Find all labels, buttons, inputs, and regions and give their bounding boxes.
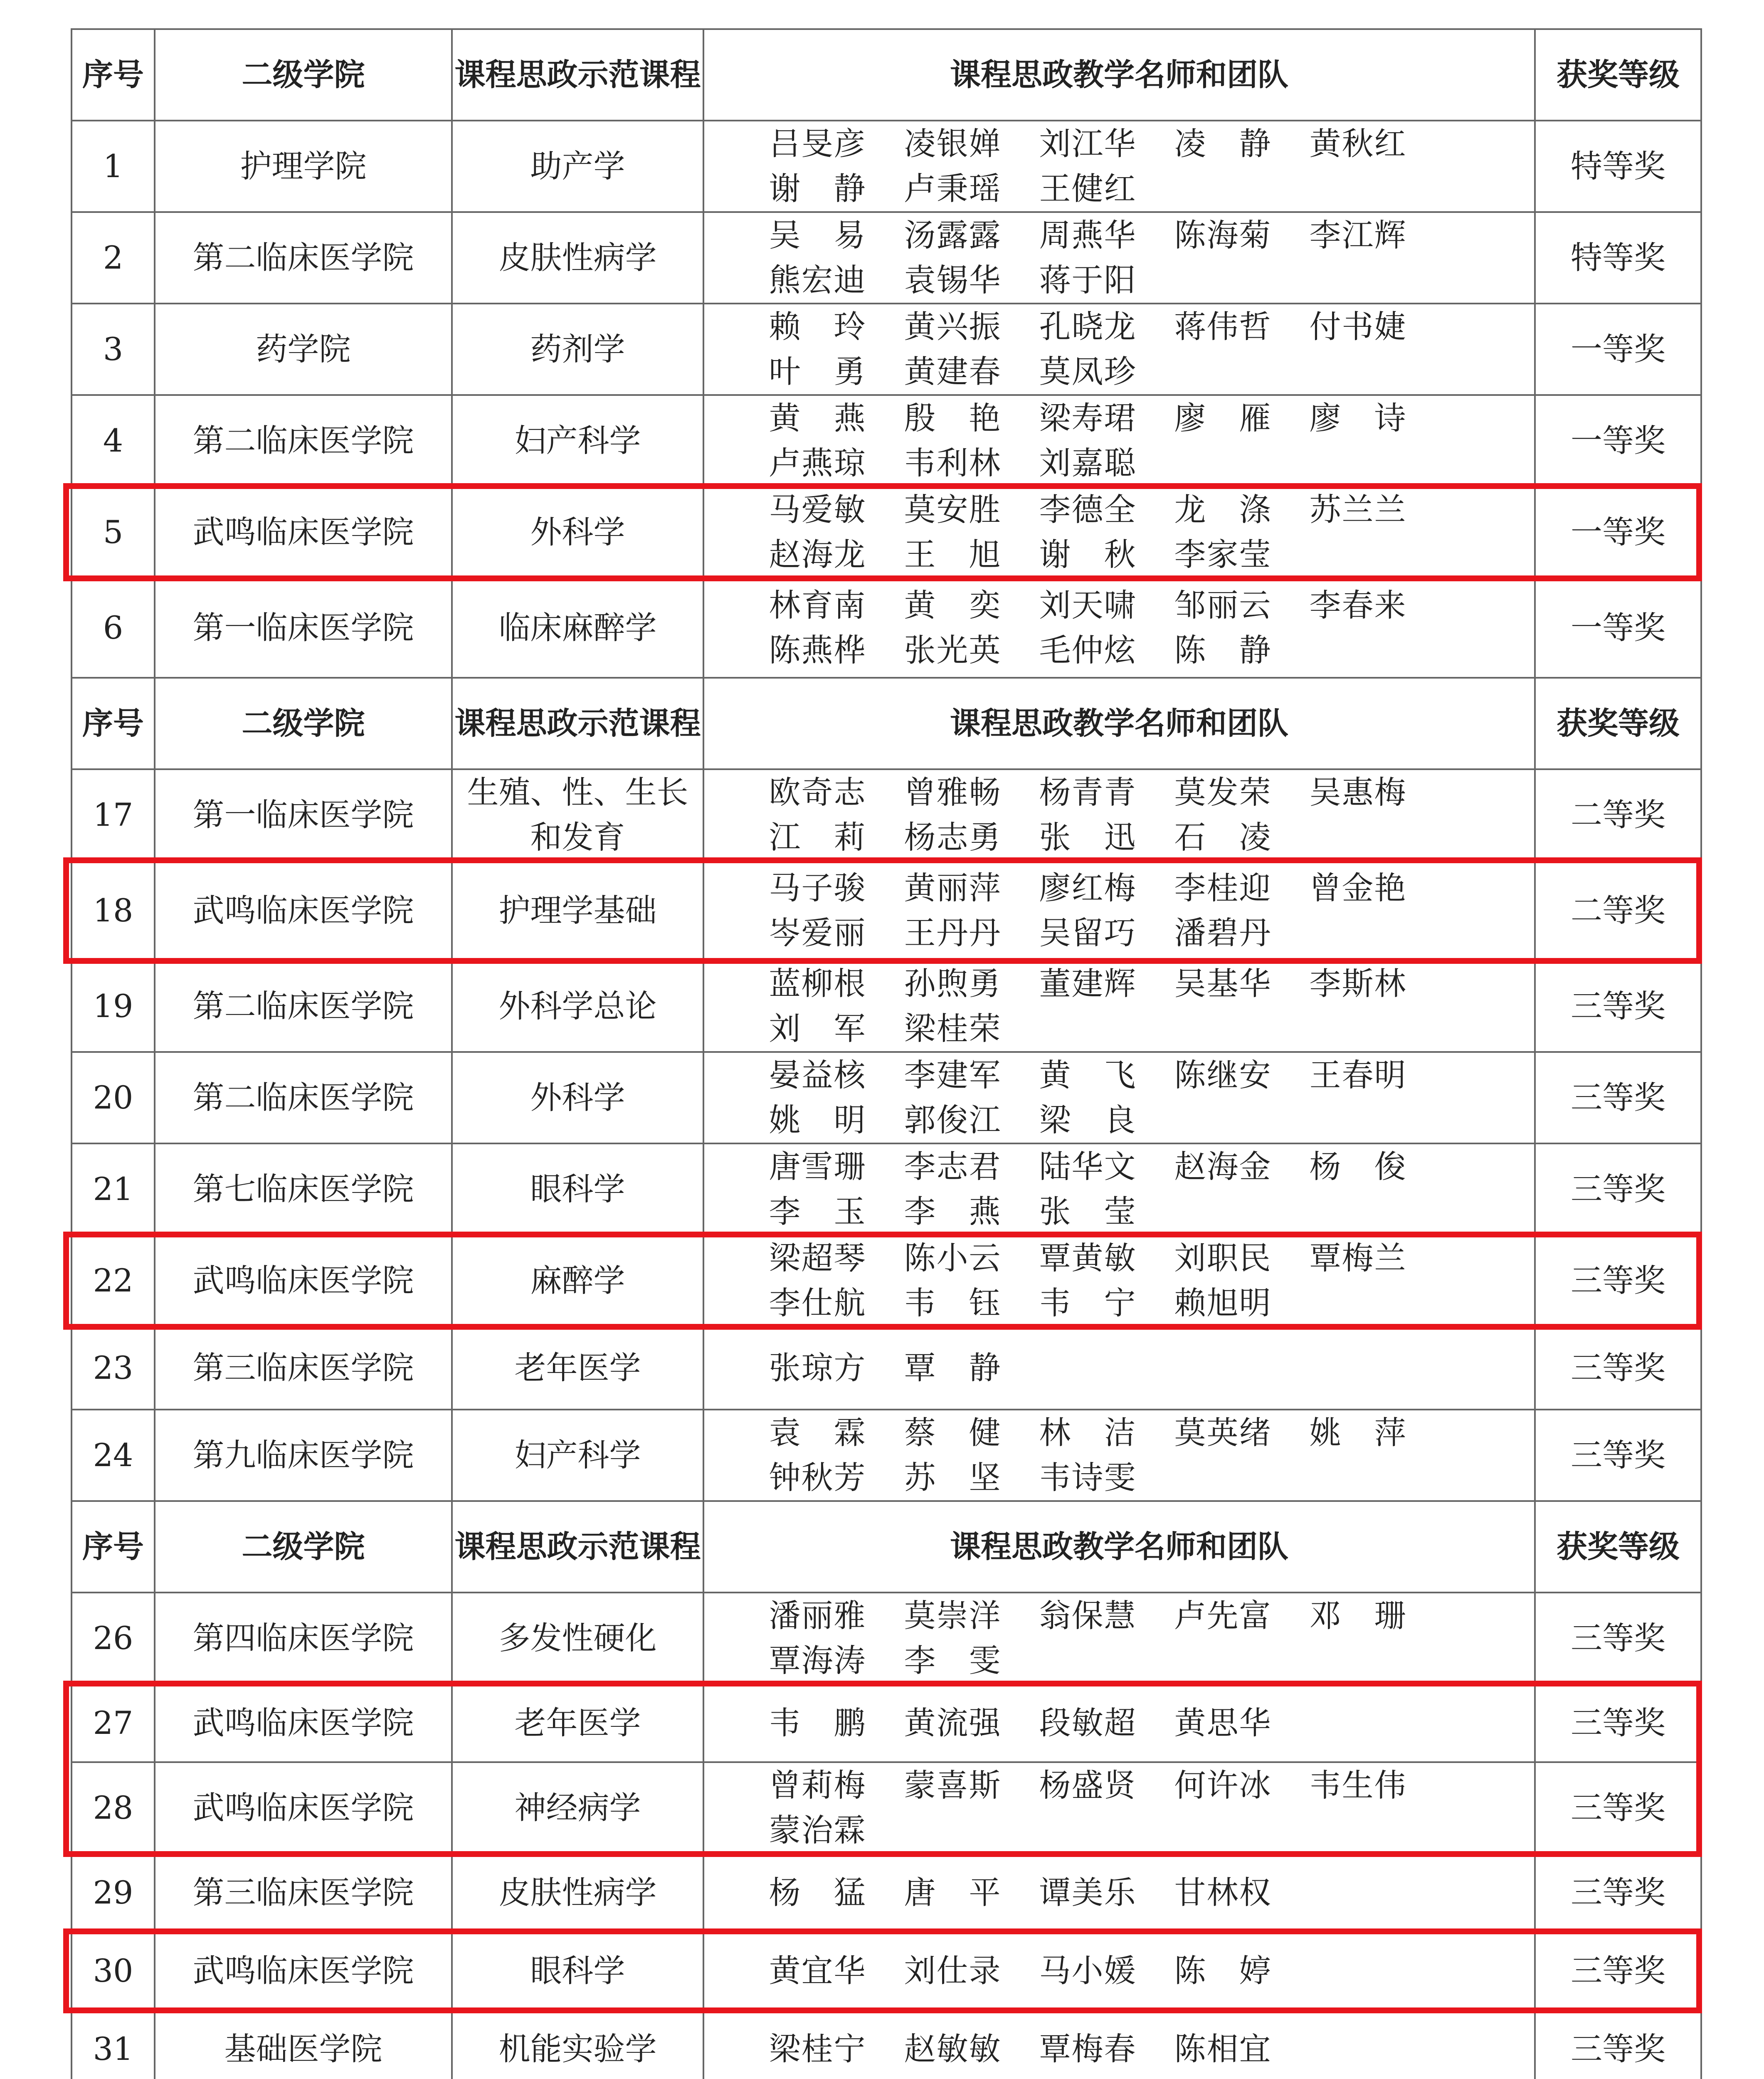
header-seq: 序号: [72, 678, 155, 769]
table-row: [72, 1684, 1701, 1762]
row-college: 第二临床医学院: [155, 960, 452, 1052]
team-member-name: 谢 静: [769, 170, 866, 207]
team-member-name: 殷 艳: [904, 400, 1002, 437]
team-member-name: 李仕航: [769, 1284, 866, 1321]
team-member-name: 刘仕录: [904, 1952, 1002, 1989]
row-award-level: 三等奖: [1535, 1854, 1701, 1932]
header-course: 课程思政示范课程: [452, 1501, 703, 1593]
team-member-name: 翁保慧: [1039, 1597, 1137, 1634]
row-seq: 28: [72, 1762, 155, 1854]
team-member-name: 黄 飞: [1039, 1057, 1137, 1094]
row-course: 神经病学: [452, 1762, 703, 1854]
team-member-name: 黄兴振: [904, 308, 1002, 345]
team-member-name: 苏兰兰: [1309, 491, 1407, 528]
team-member-name: 卢先富: [1174, 1597, 1272, 1634]
row-seq: 19: [72, 960, 155, 1052]
header-course: 课程思政示范课程: [452, 29, 703, 121]
row-award-level: 二等奖: [1535, 861, 1701, 960]
team-member-name: 陈海菊: [1174, 217, 1272, 254]
row-seq: 24: [72, 1410, 155, 1501]
team-member-name: 叶 勇: [769, 353, 866, 390]
team-member-name: 覃黄敏: [1039, 1239, 1137, 1277]
team-member-name: 梁 良: [1039, 1101, 1137, 1138]
team-member-name: 林育南: [769, 587, 866, 624]
team-member-name: 黄思华: [1174, 1704, 1272, 1741]
team-member-list: [704, 1763, 1534, 1853]
team-member-list: [704, 1701, 1534, 1746]
team-member-name: 曾雅畅: [904, 774, 1002, 811]
row-team: [703, 121, 1535, 212]
row-team: [703, 395, 1535, 486]
row-team: [703, 960, 1535, 1052]
team-member-name: 袁锡华: [904, 262, 1002, 299]
team-member-name: 王春明: [1309, 1057, 1407, 1094]
team-member-name: 汤露露: [904, 217, 1002, 254]
team-member-name: 陆华文: [1039, 1148, 1137, 1185]
table-row: [72, 1854, 1701, 1932]
header-college: 二级学院: [155, 29, 452, 121]
header-college: 二级学院: [155, 678, 452, 769]
row-award-level: 一等奖: [1535, 486, 1701, 578]
team-member-name: 赵海龙: [769, 536, 866, 573]
team-member-list: [704, 1236, 1534, 1326]
team-member-name: 邓 珊: [1309, 1597, 1407, 1634]
row-award-level: 三等奖: [1535, 1410, 1701, 1501]
team-member-name: 覃梅春: [1039, 2030, 1137, 2067]
row-seq: 27: [72, 1684, 155, 1762]
row-award-level: 三等奖: [1535, 1684, 1701, 1762]
row-college: 武鸣临床医学院: [155, 1932, 452, 2010]
table-row: [72, 578, 1701, 678]
row-team: [703, 1410, 1535, 1501]
row-award-level: 三等奖: [1535, 1593, 1701, 1684]
row-course: 皮肤性病学: [452, 1854, 703, 1932]
table-row: [72, 1235, 1701, 1326]
row-team: [703, 578, 1535, 678]
table-row: [72, 486, 1701, 578]
table-row: [72, 121, 1701, 212]
row-seq: 29: [72, 1854, 155, 1932]
team-member-name: 刘嘉聪: [1039, 444, 1137, 481]
team-member-name: 毛仲炫: [1039, 632, 1137, 669]
row-course: 皮肤性病学: [452, 212, 703, 304]
table-row: [72, 769, 1701, 861]
row-award-level: 二等奖: [1535, 769, 1701, 861]
row-award-level: 三等奖: [1535, 1762, 1701, 1854]
row-seq: 21: [72, 1143, 155, 1235]
row-team: [703, 1762, 1535, 1854]
team-member-name: 卢秉瑶: [904, 170, 1002, 207]
row-seq: 20: [72, 1052, 155, 1143]
team-member-name: 晏益核: [769, 1057, 866, 1094]
row-team: [703, 304, 1535, 395]
team-member-name: 谭美乐: [1039, 1874, 1137, 1911]
team-member-name: 凌银婵: [904, 125, 1002, 162]
team-member-name: 唐雪珊: [769, 1148, 866, 1185]
team-member-name: 赖 玲: [769, 308, 866, 345]
row-course: 外科学: [452, 486, 703, 578]
row-seq: 2: [72, 212, 155, 304]
row-seq: 17: [72, 769, 155, 861]
team-member-name: 岑爱丽: [769, 914, 866, 951]
header-team: 课程思政教学名师和团队: [703, 29, 1535, 121]
row-college: 基础医学院: [155, 2010, 452, 2079]
row-course: 外科学: [452, 1052, 703, 1143]
table-row: [72, 304, 1701, 395]
team-member-name: 段敏超: [1039, 1704, 1137, 1741]
row-seq: 3: [72, 304, 155, 395]
team-member-name: 郭俊江: [904, 1101, 1002, 1138]
team-member-name: 张琼方: [769, 1349, 866, 1386]
header-row: [72, 678, 1701, 769]
row-seq: 30: [72, 1932, 155, 2010]
row-award-level: 三等奖: [1535, 960, 1701, 1052]
row-college: 第二临床医学院: [155, 212, 452, 304]
team-member-name: 杨盛贤: [1039, 1767, 1137, 1804]
team-member-name: 莫英绪: [1174, 1414, 1272, 1451]
header-row: [72, 29, 1701, 121]
team-member-name: 李江辉: [1309, 217, 1407, 254]
row-college: 武鸣临床医学院: [155, 861, 452, 960]
team-member-list: [704, 1144, 1534, 1234]
team-member-name: 廖 雁: [1174, 400, 1272, 437]
row-college: 第三临床医学院: [155, 1854, 452, 1932]
team-member-name: 黄丽萍: [904, 869, 1002, 906]
team-member-name: 黄 燕: [769, 400, 866, 437]
row-team: [703, 1854, 1535, 1932]
header-team: 课程思政教学名师和团队: [703, 1501, 1535, 1593]
team-member-name: 蒙治霖: [769, 1812, 866, 1849]
team-member-list: [704, 866, 1534, 956]
header-seq: 序号: [72, 29, 155, 121]
team-member-name: 梁超琴: [769, 1239, 866, 1277]
team-member-name: 钟秋芳: [769, 1459, 866, 1496]
team-member-name: 韦利林: [904, 444, 1002, 481]
header-college: 二级学院: [155, 1501, 452, 1593]
row-seq: 22: [72, 1235, 155, 1326]
team-member-name: 李家莹: [1174, 536, 1272, 573]
row-course: 眼科学: [452, 1143, 703, 1235]
row-college: 第三临床医学院: [155, 1326, 452, 1410]
team-member-name: 龙 涤: [1174, 491, 1272, 528]
row-course: 护理学基础: [452, 861, 703, 960]
row-team: [703, 1684, 1535, 1762]
team-member-list: [704, 1870, 1534, 1915]
team-member-list: [704, 583, 1534, 673]
team-member-name: 马子骏: [769, 869, 866, 906]
table-row: [72, 1932, 1701, 2010]
header-course: 课程思政示范课程: [452, 678, 703, 769]
team-member-name: 石 凌: [1174, 819, 1272, 856]
team-member-name: 莫发荣: [1174, 774, 1272, 811]
team-member-name: 李德全: [1039, 491, 1137, 528]
row-team: [703, 486, 1535, 578]
team-member-name: 莫安胜: [904, 491, 1002, 528]
team-member-name: 黄 奕: [904, 587, 1002, 624]
row-course: 临床麻醉学: [452, 578, 703, 678]
team-member-name: 王丹丹: [904, 914, 1002, 951]
row-team: [703, 1326, 1535, 1410]
row-award-level: 三等奖: [1535, 1143, 1701, 1235]
team-member-name: 蔡 健: [904, 1414, 1002, 1451]
team-member-name: 陈相宜: [1174, 2030, 1272, 2067]
team-member-list: [704, 770, 1534, 860]
row-award-level: 特等奖: [1535, 212, 1701, 304]
row-award-level: 三等奖: [1535, 2010, 1701, 2079]
table-row: [72, 861, 1701, 960]
team-member-name: 韦 宁: [1039, 1284, 1137, 1321]
team-member-name: 曾莉梅: [769, 1767, 866, 1804]
row-award-level: 一等奖: [1535, 395, 1701, 486]
row-award-level: 一等奖: [1535, 578, 1701, 678]
team-member-name: 陈 婷: [1174, 1952, 1272, 1989]
row-college: 护理学院: [155, 121, 452, 212]
team-member-name: 李志君: [904, 1148, 1002, 1185]
table-row: [72, 1326, 1701, 1410]
row-seq: 1: [72, 121, 155, 212]
team-member-name: 李桂迎: [1174, 869, 1272, 906]
team-member-name: 欧奇志: [769, 774, 866, 811]
row-team: [703, 1052, 1535, 1143]
row-seq: 18: [72, 861, 155, 960]
row-award-level: 三等奖: [1535, 1235, 1701, 1326]
table-row: [72, 1052, 1701, 1143]
row-college: 武鸣临床医学院: [155, 1684, 452, 1762]
team-member-name: 黄流强: [904, 1704, 1002, 1741]
team-member-name: 韦 鹏: [769, 1704, 866, 1741]
row-college: 第一临床医学院: [155, 578, 452, 678]
team-member-name: 杨 俊: [1309, 1148, 1407, 1185]
team-member-name: 何许冰: [1174, 1767, 1272, 1804]
team-member-name: 杨青青: [1039, 774, 1137, 811]
team-member-list: [704, 213, 1534, 303]
team-member-name: 潘丽雅: [769, 1597, 866, 1634]
team-member-name: 蒋于阳: [1039, 262, 1137, 299]
team-member-list: [704, 1593, 1534, 1683]
team-member-name: 甘林权: [1174, 1874, 1272, 1911]
team-member-name: 赖旭明: [1174, 1284, 1272, 1321]
team-member-name: 刘职民: [1174, 1239, 1272, 1277]
team-member-name: 蒙喜斯: [904, 1767, 1002, 1804]
team-member-name: 李斯林: [1309, 965, 1407, 1002]
row-college: 武鸣临床医学院: [155, 486, 452, 578]
team-member-name: 廖 诗: [1309, 400, 1407, 437]
team-member-name: 刘天啸: [1039, 587, 1137, 624]
team-member-name: 覃梅兰: [1309, 1239, 1407, 1277]
row-college: 武鸣临床医学院: [155, 1235, 452, 1326]
team-member-name: 吴惠梅: [1309, 774, 1407, 811]
team-member-name: 覃 静: [904, 1349, 1002, 1386]
row-team: [703, 1932, 1535, 2010]
team-member-name: 陈燕桦: [769, 632, 866, 669]
team-member-name: 孔晓龙: [1039, 308, 1137, 345]
row-course: 妇产科学: [452, 1410, 703, 1501]
team-member-name: 江 莉: [769, 819, 866, 856]
team-member-list: [704, 1346, 1534, 1390]
row-course: 助产学: [452, 121, 703, 212]
award-table: [71, 28, 1702, 2079]
team-member-name: 付书婕: [1309, 308, 1407, 345]
row-award-level: 一等奖: [1535, 304, 1701, 395]
team-member-name: 黄宜华: [769, 1952, 866, 1989]
team-member-name: 谢 秋: [1039, 536, 1137, 573]
team-member-name: 吴 易: [769, 217, 866, 254]
row-team: [703, 769, 1535, 861]
row-college: 第四临床医学院: [155, 1593, 452, 1684]
team-member-name: 刘 军: [769, 1010, 866, 1047]
team-member-name: 莫凤珍: [1039, 353, 1137, 390]
team-member-name: 李 玉: [769, 1193, 866, 1230]
row-seq: 6: [72, 578, 155, 678]
row-college: 武鸣临床医学院: [155, 1762, 452, 1854]
team-member-name: 陈小云: [904, 1239, 1002, 1277]
team-member-name: 吕旻彦: [769, 125, 866, 162]
table-row: [72, 1593, 1701, 1684]
team-member-name: 蓝柳根: [769, 965, 866, 1002]
team-member-name: 王 旭: [904, 536, 1002, 573]
team-member-list: [704, 304, 1534, 394]
team-member-name: 马爱敏: [769, 491, 866, 528]
row-college: 第二临床医学院: [155, 395, 452, 486]
row-course: 老年医学: [452, 1326, 703, 1410]
team-member-name: 熊宏迪: [769, 262, 866, 299]
team-member-name: 董建辉: [1039, 965, 1137, 1002]
row-award-level: 三等奖: [1535, 1326, 1701, 1410]
row-college: 第七临床医学院: [155, 1143, 452, 1235]
header-row: [72, 1501, 1701, 1593]
row-seq: 31: [72, 2010, 155, 2079]
team-member-name: 张光英: [904, 632, 1002, 669]
row-course: 眼科学: [452, 1932, 703, 2010]
row-award-level: 三等奖: [1535, 1052, 1701, 1143]
table-row: [72, 2010, 1701, 2079]
team-member-name: 林 洁: [1039, 1414, 1137, 1451]
row-course: 麻醉学: [452, 1235, 703, 1326]
header-seq: 序号: [72, 1501, 155, 1593]
row-course: 老年医学: [452, 1684, 703, 1762]
table-row: [72, 395, 1701, 486]
row-award-level: 三等奖: [1535, 1932, 1701, 2010]
row-college: 第一临床医学院: [155, 769, 452, 861]
row-course: 机能实验学: [452, 2010, 703, 2079]
team-member-name: 孙煦勇: [904, 965, 1002, 1002]
team-member-name: 廖红梅: [1039, 869, 1137, 906]
team-member-name: 韦 钰: [904, 1284, 1002, 1321]
row-team: [703, 1593, 1535, 1684]
row-course: 药剂学: [452, 304, 703, 395]
row-seq: 5: [72, 486, 155, 578]
team-member-name: 潘碧丹: [1174, 914, 1272, 951]
team-member-name: 邹丽云: [1174, 587, 1272, 624]
row-team: [703, 861, 1535, 960]
award-table-body: [72, 29, 1701, 2079]
team-member-name: 梁桂宁: [769, 2030, 866, 2067]
team-member-name: 梁桂荣: [904, 1010, 1002, 1047]
row-team: [703, 1235, 1535, 1326]
team-member-name: 陈 静: [1174, 632, 1272, 669]
row-team: [703, 212, 1535, 304]
row-course: 外科学总论: [452, 960, 703, 1052]
header-level: 获奖等级: [1535, 29, 1701, 121]
team-member-name: 韦生伟: [1309, 1767, 1407, 1804]
row-team: [703, 1143, 1535, 1235]
row-college: 药学院: [155, 304, 452, 395]
team-member-name: 姚 明: [769, 1101, 866, 1138]
team-member-name: 周燕华: [1039, 217, 1137, 254]
team-member-name: 赵敏敏: [904, 2030, 1002, 2067]
team-member-name: 袁 霖: [769, 1414, 866, 1451]
team-member-name: 梁寿珺: [1039, 400, 1137, 437]
table-row: [72, 960, 1701, 1052]
row-college: 第九临床医学院: [155, 1410, 452, 1501]
row-seq: 23: [72, 1326, 155, 1410]
team-member-name: 王健红: [1039, 170, 1137, 207]
team-member-name: 张 莹: [1039, 1193, 1137, 1230]
team-member-name: 吴留巧: [1039, 914, 1137, 951]
team-member-name: 蒋伟哲: [1174, 308, 1272, 345]
table-row: [72, 1762, 1701, 1854]
table-row: [72, 212, 1701, 304]
table-row: [72, 1410, 1701, 1501]
team-member-name: 李 雯: [904, 1642, 1002, 1679]
header-level: 获奖等级: [1535, 678, 1701, 769]
team-member-list: [704, 2027, 1534, 2072]
team-member-name: 黄建春: [904, 353, 1002, 390]
team-member-list: [704, 1053, 1534, 1143]
team-member-name: 李建军: [904, 1057, 1002, 1094]
team-member-name: 刘江华: [1039, 125, 1137, 162]
team-member-name: 杨志勇: [904, 819, 1002, 856]
table-row: [72, 1143, 1701, 1235]
row-course: 妇产科学: [452, 395, 703, 486]
team-member-name: 凌 静: [1174, 125, 1272, 162]
team-member-name: 陈继安: [1174, 1057, 1272, 1094]
team-member-name: 杨 猛: [769, 1874, 866, 1911]
row-course: 生殖、性、生长和发育: [452, 769, 703, 861]
team-member-name: 马小媛: [1039, 1952, 1137, 1989]
team-member-name: 唐 平: [904, 1874, 1002, 1911]
team-member-name: 苏 坚: [904, 1459, 1002, 1496]
row-seq: 26: [72, 1593, 155, 1684]
header-team: 课程思政教学名师和团队: [703, 678, 1535, 769]
team-member-name: 黄秋红: [1309, 125, 1407, 162]
row-award-level: 特等奖: [1535, 121, 1701, 212]
team-member-name: 卢燕琼: [769, 444, 866, 481]
team-member-name: 李 燕: [904, 1193, 1002, 1230]
team-member-name: 姚 萍: [1309, 1414, 1407, 1451]
row-team: [703, 2010, 1535, 2079]
team-member-list: [704, 961, 1534, 1051]
header-level: 获奖等级: [1535, 1501, 1701, 1593]
team-member-list: [704, 121, 1534, 211]
team-member-list: [704, 1410, 1534, 1500]
team-member-name: 韦诗雯: [1039, 1459, 1137, 1496]
team-member-name: 赵海金: [1174, 1148, 1272, 1185]
team-member-name: 曾金艳: [1309, 869, 1407, 906]
team-member-name: 莫崇洋: [904, 1597, 1002, 1634]
team-member-name: 李春来: [1309, 587, 1407, 624]
row-seq: 4: [72, 395, 155, 486]
row-college: 第二临床医学院: [155, 1052, 452, 1143]
team-member-name: 张 迅: [1039, 819, 1137, 856]
team-member-list: [704, 396, 1534, 486]
team-member-name: 覃海涛: [769, 1642, 866, 1679]
team-member-name: 吴基华: [1174, 965, 1272, 1002]
team-member-list: [704, 487, 1534, 577]
row-course: 多发性硬化: [452, 1593, 703, 1684]
team-member-list: [704, 1948, 1534, 1993]
